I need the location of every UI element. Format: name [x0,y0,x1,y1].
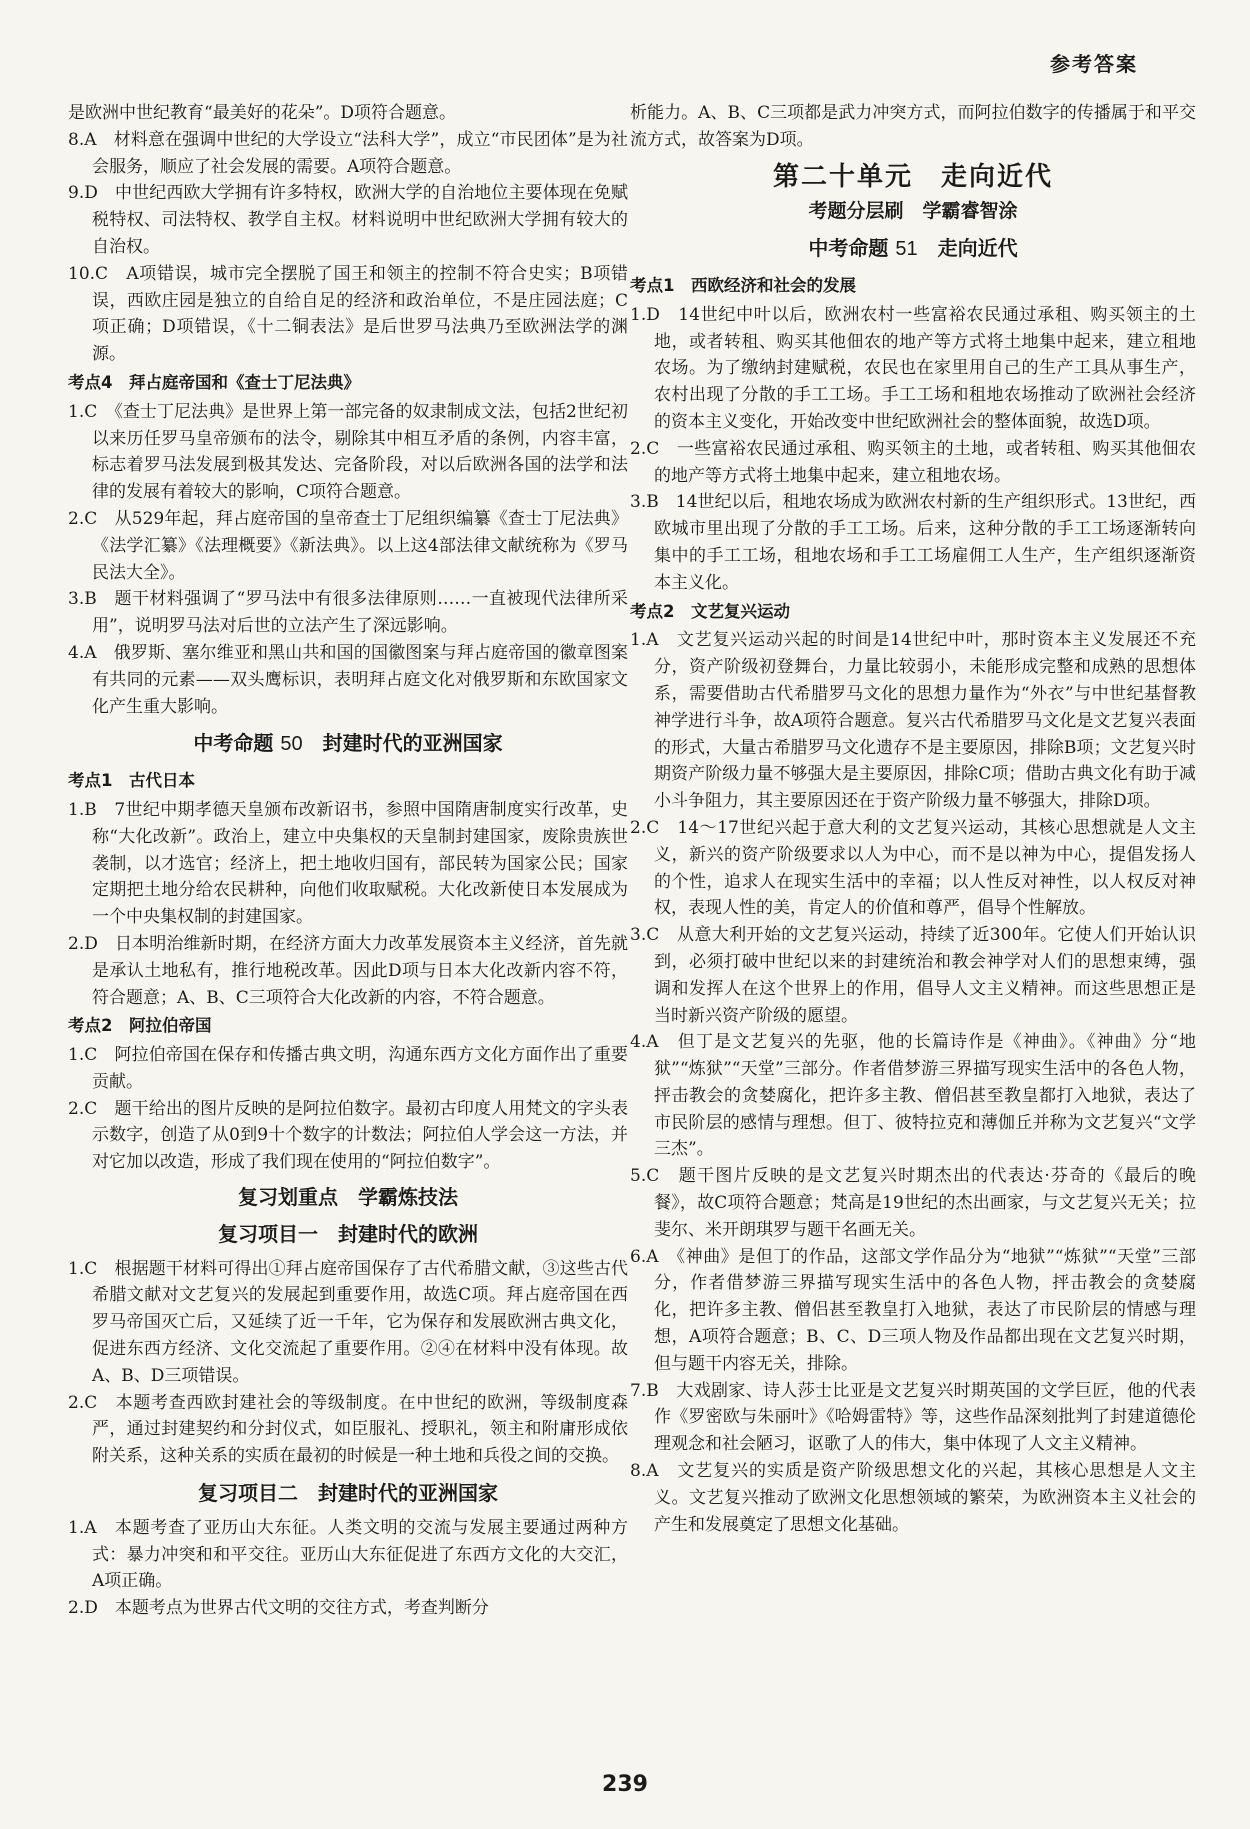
answer-item: 8.A 文艺复兴的实质是资产阶级思想文化的兴起，其核心思想是人文主义。文艺复兴推动了欧洲文化思想领域的繁荣，为欧洲资本主义社会的产生和发展奠定了思想文化基础。 [630,1461,1196,1535]
topic-title: 封建时代的亚洲国家 [322,731,503,756]
paragraph: 析能力。A、B、C三项都是武力冲突方式，而阿拉伯数字的传播属于和平交流方式，故答案为D项。 [630,103,1196,150]
answer-item: 3.B 题干材料强调了“罗马法中有很多法律原则……一直被现代法律所采用”，说明罗马法对后世的立法产生了深远影响。 [68,589,628,637]
topic-label: 中考命题 [808,236,889,261]
project-heading: 复习项目二 封建时代的亚洲国家 [198,1481,498,1506]
project-heading: 复习项目一 封建时代的欧洲 [218,1221,478,1246]
topic-number: 50 [280,733,303,756]
answer-item: 8.A 材料意在强调中世纪的大学设立“法科大学”，成立“市民团体”是为社会服务，顺应了社会发展的需要。A项符合题意。 [68,129,628,177]
answer-item: 2.C 一些富裕农民通过承租、购买领主的土地，或者转租、购买其他佃农的地产等方式将土地集中起来，建立租地农场。 [630,438,1196,486]
review-heading: 复习划重点 学霸炼技法 [238,1185,458,1210]
right-column [630,100,1196,1538]
section-subheading: 考题分层刷 学霸睿智涂 [808,200,1018,223]
topic-heading [68,730,628,758]
answer-item: 2.C 本题考查西欧封建社会的等级制度。在中世纪的欧洲，等级制度森严，通过封建契约和分封仪式，如臣服礼、授职礼，领主和附庸形成依附关系，这种关系的实质在最初的时候是一种土地和兵役之间的交换。 [68,1392,628,1467]
kaodian-heading: 考点4 拜占庭帝国和《查士丁尼法典》 [68,372,360,392]
topic-label: 中考命题 [193,731,274,756]
topic-heading [630,235,1196,263]
left-column [68,100,628,1622]
answer-item: 3.B 14世纪以后，租地农场成为欧洲农村新的生产组织形式。13世纪，西欧城市里出现了分散的手工工场。后来，这种分散的手工工场逐渐转向集中的手工工场，租地农场和手工工场雇佣工人生产，生产组织逐渐资本主义化。 [630,492,1196,593]
answer-item: 1.C 阿拉伯帝国在保存和传播古典文明，沟通东西方文化方面作出了重要贡献。 [68,1045,628,1092]
answer-item: 10.C A项错误，城市完全摆脱了国王和领主的控制不符合史实；B项错误，西欧庄园是独立的自给自足的经济和政治单位，不是庄园法庭；C项正确；D项错误，《十二铜表法》是后世罗马法典乃至欧洲法学的渊源。 [68,263,628,365]
answer-item: 7.B 大戏剧家、诗人莎士比亚是文艺复兴时期英国的文学巨匠，他的代表作《罗密欧与朱丽叶》《哈姆雷特》等，这些作品深刻批判了封建道德伦理观念和社会陋习，讴歌了人的伟大，集中体现了人文主义精神。 [630,1380,1196,1455]
topic-title: 走向近代 [937,236,1018,261]
kaodian-heading: 考点1 西欧经济和社会的发展 [630,275,856,295]
topic-number: 51 [895,238,918,261]
kaodian-heading: 考点2 阿拉伯帝国 [68,1016,212,1036]
answer-item: 4.A 但丁是文艺复兴的先驱，他的长篇诗作是《神曲》。《神曲》分“地狱”“炼狱”“天堂”三部分。作者借梦游三界描写现实生活中的各色人物，抨击教会的贪婪腐化，把许多主教、僧侣甚至教皇都打入地狱，表达了市民阶层的感情与理想。但丁、彼特拉克和薄伽丘并称为文艺复兴“文学三杰”。 [630,1032,1196,1160]
answer-item: 2.C 14～17世纪兴起于意大利的文艺复兴运动，其核心思想就是人文主义，新兴的资产阶级要求以人为中心，而不是以神为中心，提倡发扬人的个性，追求人在现实生活中的幸福；以人性反对神性，以人权反对神权，表现人性的美，肯定人的价值和尊严，倡导个性解放。 [630,817,1196,919]
kaodian-heading: 考点1 古代日本 [68,771,195,791]
answer-item: 1.B 7世纪中期孝德天皇颁布改新诏书，参照中国隋唐制度实行改革，史称“大化改新”。政治上，建立中央集权的天皇制封建国家，废除贵族世袭制，以才选官；经济上，把土地收归国有，部民转为国家公民；国家定期把土地分给农民耕种，向他们收取赋税。大化改新使日本发展成为一个中央集权制的封建国家。 [68,799,628,928]
answer-item: 2.D 日本明治维新时期，在经济方面大力改革发展资本主义经济，首先就是承认土地私有，推行地税改革。因此D项与日本大化改新内容不符，符合题意；A、B、C三项符合大化改新的内容，不符合题意。 [68,933,628,1008]
paragraph: 是欧洲中世纪教育“最美好的花朵”。D项符合题意。 [68,103,457,123]
page-number: 239 [602,1772,648,1797]
answer-item: 6.A 《神曲》是但丁的作品，这部文学作品分为“地狱”“炼狱”“天堂”三部分，作者借梦游三界描写现实生活中的各色人物，抨击教会的贪婪腐化，把许多主教、僧侣甚至教皇打入地狱，表达了市民阶层的情感与理想，A项符合题意；B、C、D三项人物及作品都出现在文艺复兴时期，但与题干内容无关，排除。 [630,1246,1196,1374]
answer-item: 4.A 俄罗斯、塞尔维亚和黑山共和国的国徽图案与拜占庭帝国的徽章图案有共同的元素——双头鹰标识，表明拜占庭文化对俄罗斯和东欧国家文化产生重大影响。 [68,642,628,717]
answer-item: 3.C 从意大利开始的文艺复兴运动，持续了近300年。它使人们开始认识到，必须打破中世纪以来的封建统治和教会神学对人们的思想束缚，强调和发挥人在这个世界上的作用，倡导人文主义精神。而这些思想正是当时新兴资产阶级的愿望。 [630,925,1196,1026]
page-header: 参考答案 [1050,52,1138,76]
answer-item: 1.C 《查士丁尼法典》是世界上第一部完备的奴隶制成文法，包括2世纪初以来历任罗马皇帝颁布的法令，剔除其中相互矛盾的条例，内容丰富，标志着罗马法发展到极其发达、完备阶段，对以后欧洲各国的法学和法律的发展有着较大的影响，C项符合题意。 [68,401,628,503]
kaodian-heading: 考点2 文艺复兴运动 [630,601,790,621]
answer-item: 2.C 从529年起，拜占庭帝国的皇帝查士丁尼组织编纂《查士丁尼法典》《法学汇纂》《法理概要》《新法典》。以上这4部法律文献统称为《罗马民法大全》。 [68,508,628,583]
answer-item: 2.C 题干给出的图片反映的是阿拉伯数字。最初古印度人用梵文的字头表示数字，创造了从0到9十个数字的计数法；阿拉伯人学会这一方法，并对它加以改造，形成了我们现在使用的“阿拉伯数字”。 [68,1098,628,1173]
answer-item: 9.D 中世纪西欧大学拥有许多特权，欧洲大学的自治地位主要体现在免赋税特权、司法特权、教学自主权。材料说明中世纪欧洲大学拥有较大的自治权。 [68,183,628,257]
answer-item: 2.D 本题考点为世界古代文明的交往方式，考查判断分 [68,1598,489,1619]
answer-item: 1.A 文艺复兴运动兴起的时间是14世纪中叶，那时资本主义发展还不充分，资产阶级初登舞台，力量比较弱小，未能形成完整和成熟的思想体系，需要借助古代希腊罗马文化的思想力量作为“外衣”与中世纪基督教神学进行斗争，故A项符合题意。复兴古代希腊罗马文化是文艺复兴表面的形式，大量古希腊罗马文化遗存不是主要原因，排除B项；文艺复兴时期资产阶级力量不够强大是主要原因，排除C项；借助古典文化有助于减小斗争阻力，其主要原因还在于资产阶级力量不够强大，排除D项。 [630,630,1196,812]
answer-item: 5.C 题干图片反映的是文艺复兴时期杰出的代表达·芬奇的《最后的晚餐》，故C项符合题意；梵高是19世纪的杰出画家，与文艺复兴无关；拉斐尔、米开朗琪罗与题干名画无关。 [630,1166,1196,1240]
answer-item: 1.A 本题考查了亚历山大东征。人类文明的交流与发展主要通过两种方式：暴力冲突和和平交往。亚历山大东征促进了东西方文化的大交汇，A项正确。 [68,1517,628,1592]
answer-item: 1.C 根据题干材料可得出①拜占庭帝国保存了古代希腊文献，③这些古代希腊文献对文艺复兴的发展起到重要作用，故选C项。拜占庭帝国在西罗马帝国灭亡后，又延续了近一千年，它为保存和发展欧洲古典文化，促进东西方经济、文化交流起了重要作用。②④在材料中没有体现。故A、B、D三项错误。 [68,1258,628,1386]
unit-heading: 第二十单元 走向近代 [772,161,1053,192]
answer-item: 1.D 14世纪中叶以后，欧洲农村一些富裕农民通过承租、购买领主的土地，或者转租、购买其他佃农的地产等方式将土地集中起来，建立租地农场。为了缴纳封建赋税，农民也在家里用自己的生产工具从事生产，农村出现了分散的手工工场。手工工场和租地农场推动了欧洲社会经济的资本主义变化，开始改变中世纪欧洲社会的整体面貌，故选D项。 [630,304,1196,432]
